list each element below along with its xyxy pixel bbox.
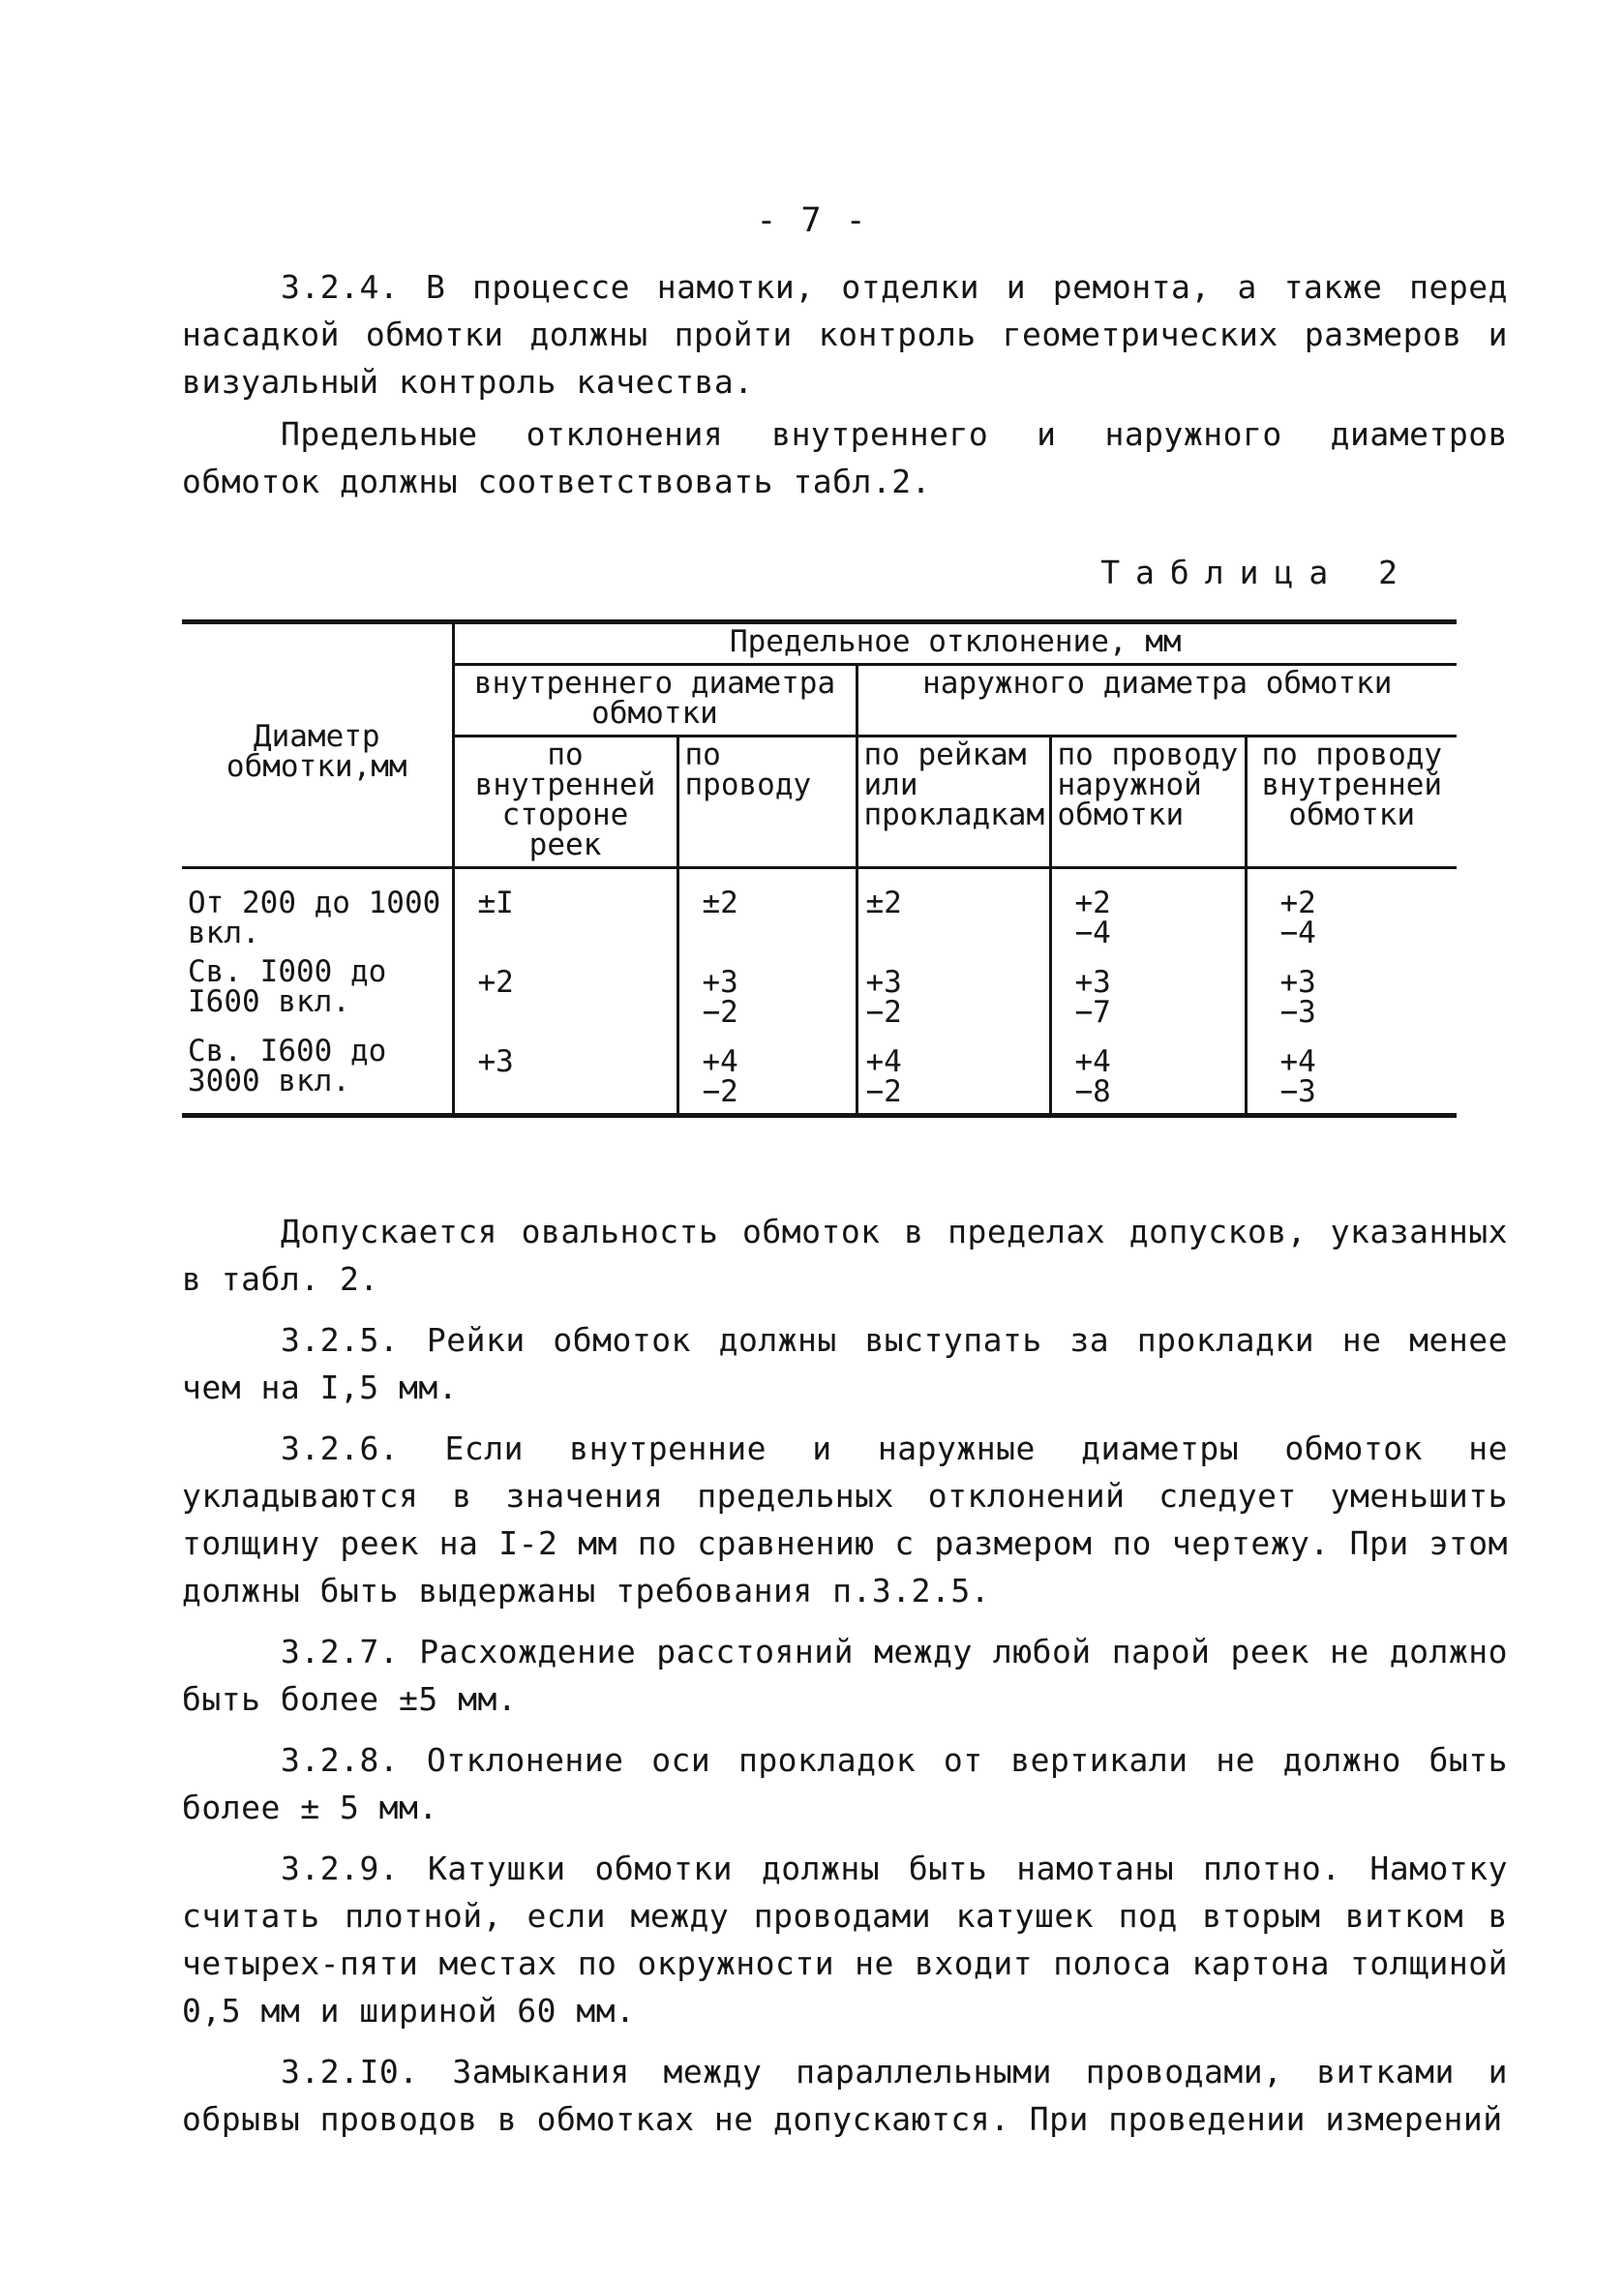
cell-outer-wire-inner: +2 −4 xyxy=(1279,886,1316,950)
cell-inner-wire: +3 −2 xyxy=(677,954,857,1034)
paragraph-limit-deviations: Предельные отклонения внутреннего и наружного диаметров обмоток должны соответствовать табл.2. xyxy=(182,415,1508,500)
table-row xyxy=(182,868,1457,955)
cell-inner-rails: ±I xyxy=(453,868,677,955)
cell-inner-wire: ±2 xyxy=(677,868,857,955)
cell-outer-wire-outer: +3 −7 xyxy=(1050,954,1246,1034)
paragraph-3-2-5: 3.2.5. Рейки обмоток должны выступать за прокладки не менее чем на I,5 мм. xyxy=(182,1321,1508,1406)
table-caption: Таблица 2 xyxy=(1100,554,1413,591)
cell-inner-wire: +4 −2 xyxy=(677,1034,857,1116)
page-number: - 7 - xyxy=(756,201,868,240)
header-outer-diameter: наружного диаметра обмотки xyxy=(857,665,1457,737)
row-diameter: Св. I000 до I600 вкл. xyxy=(182,954,453,1034)
paragraph-3-2-6: 3.2.6. Если внутренние и наружные диаметры обмоток не укладываются в значения предельных отклонений следует уменьшить толщину реек на I-2 мм по сравнению с размером по чертежу. При этом должны быть выдержаны требования п.3.2.5. xyxy=(182,1429,1508,1610)
cell-outer-rails: ±2 xyxy=(857,868,1050,955)
intro-text xyxy=(182,263,1508,510)
row-diameter: Св. I600 до 3000 вкл. xyxy=(182,1034,453,1116)
paragraph-3-2-7: 3.2.7. Расхождение расстояний между любой парой реек не должно быть более ±5 мм. xyxy=(182,1633,1508,1718)
table-row xyxy=(182,1034,1457,1116)
subheader-inner-wire: по проводу xyxy=(677,737,857,868)
body-text xyxy=(182,1208,1508,2156)
paragraph-3-2-8: 3.2.8. Отклонение оси прокладок от вертикали не должно быть более ± 5 мм. xyxy=(182,1741,1508,1826)
cell-inner-rails: +3 xyxy=(453,1034,677,1116)
header-limit-deviation: Предельное отклонение, мм xyxy=(453,622,1457,665)
header-diameter: Диаметр обмотки,мм xyxy=(182,622,453,868)
header-inner-diameter: внутреннего диаметра обмотки xyxy=(453,665,857,737)
cell-outer-wire-inner: +4 −3 xyxy=(1279,1044,1316,1109)
cell-inner-rails: +2 xyxy=(453,954,677,1034)
paragraph-ovality: Допускается овальность обмоток в пределах допусков, указанных в табл. 2. xyxy=(182,1213,1508,1298)
cell-outer-wire-inner: +3 −3 xyxy=(1279,965,1316,1030)
cell-outer-rails: +4 −2 xyxy=(857,1034,1050,1116)
subheader-outer-wire-inner: по проводу внутренней обмотки xyxy=(1246,737,1457,868)
subheader-inner-rails: по внутренней стороне реек xyxy=(453,737,677,868)
table-row xyxy=(182,954,1457,1034)
cell-outer-wire-outer: +2 −4 xyxy=(1050,868,1246,955)
paragraph-3-2-9: 3.2.9. Катушки обмотки должны быть намотаны плотно. Намотку считать плотной, если между проводами катушек под вторым витком в четырех-пяти местах по окружности не входит полоса картона толщиной 0,5 мм и шириной 60 мм. xyxy=(182,1850,1508,2030)
limits-table xyxy=(182,619,1457,1118)
subheader-outer-rails: по рейкам или прокладкам xyxy=(857,737,1050,868)
cell-outer-rails: +3 −2 xyxy=(857,954,1050,1034)
cell-outer-wire-outer: +4 −8 xyxy=(1050,1034,1246,1116)
subheader-outer-wire-outer: по проводу наружной обмотки xyxy=(1050,737,1246,868)
row-diameter: От 200 до 1000 вкл. xyxy=(182,868,453,955)
paragraph-3-2-10: 3.2.I0. Замыкания между параллельными проводами, витками и обрывы проводов в обмотках не допускаются. При проведении измерений xyxy=(182,2053,1508,2138)
deviation-table xyxy=(182,619,1457,1118)
paragraph-3-2-4: 3.2.4. В процессе намотки, отделки и ремонта, а также перед насадкой обмотки должны пройти контроль геометрических размеров и визуальный контроль качества. xyxy=(182,268,1508,401)
